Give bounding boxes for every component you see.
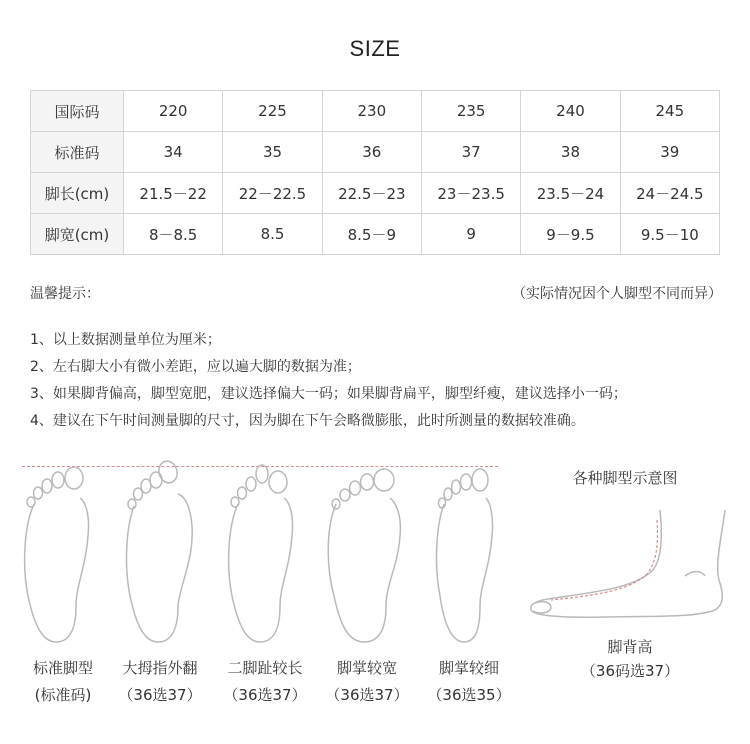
foot-outline-icon: [224, 456, 304, 646]
foot-advice-label: (标准码): [34, 686, 92, 704]
foot-type-label: 标准脚型: [32, 659, 93, 677]
foot-outline-icon: [20, 456, 100, 646]
table-row: [31, 173, 720, 214]
table-cell: 38: [521, 132, 620, 173]
list-item: 2、左右脚大小有微小差距，应以遍大脚的数据为准；: [30, 359, 361, 375]
table-cell: 24－24.5: [620, 173, 719, 214]
table-cell: 23.5－24: [521, 173, 620, 214]
table-cell: 9.5－10: [620, 214, 719, 255]
high-instep-advice: （36码选37）: [580, 662, 680, 680]
foot-bunion-illustration: [122, 456, 202, 646]
table-row: [31, 91, 720, 132]
side-foot-icon: [525, 500, 735, 630]
table-cell: 8.5－9: [322, 214, 421, 255]
size-table: [30, 90, 720, 255]
tips-label: 温馨提示：: [30, 286, 100, 302]
side-view-title: 各种脚型示意图: [572, 469, 678, 487]
table-cell: 35: [223, 132, 322, 173]
high-instep-illustration: [525, 500, 735, 630]
table-cell: 220: [124, 91, 223, 132]
tips-list: [30, 327, 627, 435]
table-cell: 9: [421, 214, 520, 255]
foot-advice-label: （36选37）: [118, 686, 202, 704]
high-instep-label: 脚背高: [607, 638, 653, 656]
foot-type-label: 脚掌较宽: [336, 659, 397, 677]
table-cell: 39: [620, 132, 719, 173]
table-cell: 225: [223, 91, 322, 132]
row-header: 脚宽(cm): [31, 214, 124, 255]
row-header: 脚长(cm): [31, 173, 124, 214]
foot-long-second-toe-illustration: [224, 456, 304, 646]
row-header: 标准码: [31, 132, 124, 173]
foot-advice-label: （36选37）: [325, 686, 409, 704]
table-cell: 34: [124, 132, 223, 173]
row-header: 国际码: [31, 91, 124, 132]
table-cell: 245: [620, 91, 719, 132]
table-cell: 235: [421, 91, 520, 132]
foot-advice-label: （36选37）: [223, 686, 307, 704]
table-cell: 9－9.5: [521, 214, 620, 255]
list-item: 4、建议在下午时间测量脚的尺寸，因为脚在下午会略微膨胀，此时所测量的数据较准确。: [30, 413, 585, 429]
foot-wide-illustration: [326, 456, 406, 646]
list-item: 3、如果脚背偏高，脚型宽肥，建议选择偏大一码；如果脚背扁平，脚型纤瘦，建议选择小一码；: [30, 386, 627, 402]
foot-type-label: 二脚趾较长: [227, 659, 303, 677]
foot-standard-illustration: [20, 456, 100, 646]
table-cell: 8－8.5: [124, 214, 223, 255]
table-cell: 22.5－23: [322, 173, 421, 214]
foot-type-label: 大拇指外翻: [122, 659, 198, 677]
table-cell: 8.5: [223, 214, 322, 255]
foot-advice-label: （36选35）: [427, 686, 511, 704]
page-title: SIZE: [349, 36, 401, 61]
table-cell: 22－22.5: [223, 173, 322, 214]
list-item: 1、以上数据测量单位为厘米；: [30, 332, 221, 348]
table-cell: 37: [421, 132, 520, 173]
table-row: [31, 214, 720, 255]
foot-outline-icon: [122, 456, 202, 646]
foot-outline-icon: [428, 456, 508, 646]
foot-narrow-illustration: [428, 456, 508, 646]
foot-type-label: 脚掌较细: [438, 659, 499, 677]
table-cell: 23－23.5: [421, 173, 520, 214]
table-cell: 240: [521, 91, 620, 132]
table-cell: 21.5－22: [124, 173, 223, 214]
table-row: [31, 132, 720, 173]
tips-note: （实际情况因个人脚型不同而异）: [512, 286, 722, 302]
foot-outline-icon: [326, 456, 406, 646]
table-cell: 36: [322, 132, 421, 173]
table-cell: 230: [322, 91, 421, 132]
